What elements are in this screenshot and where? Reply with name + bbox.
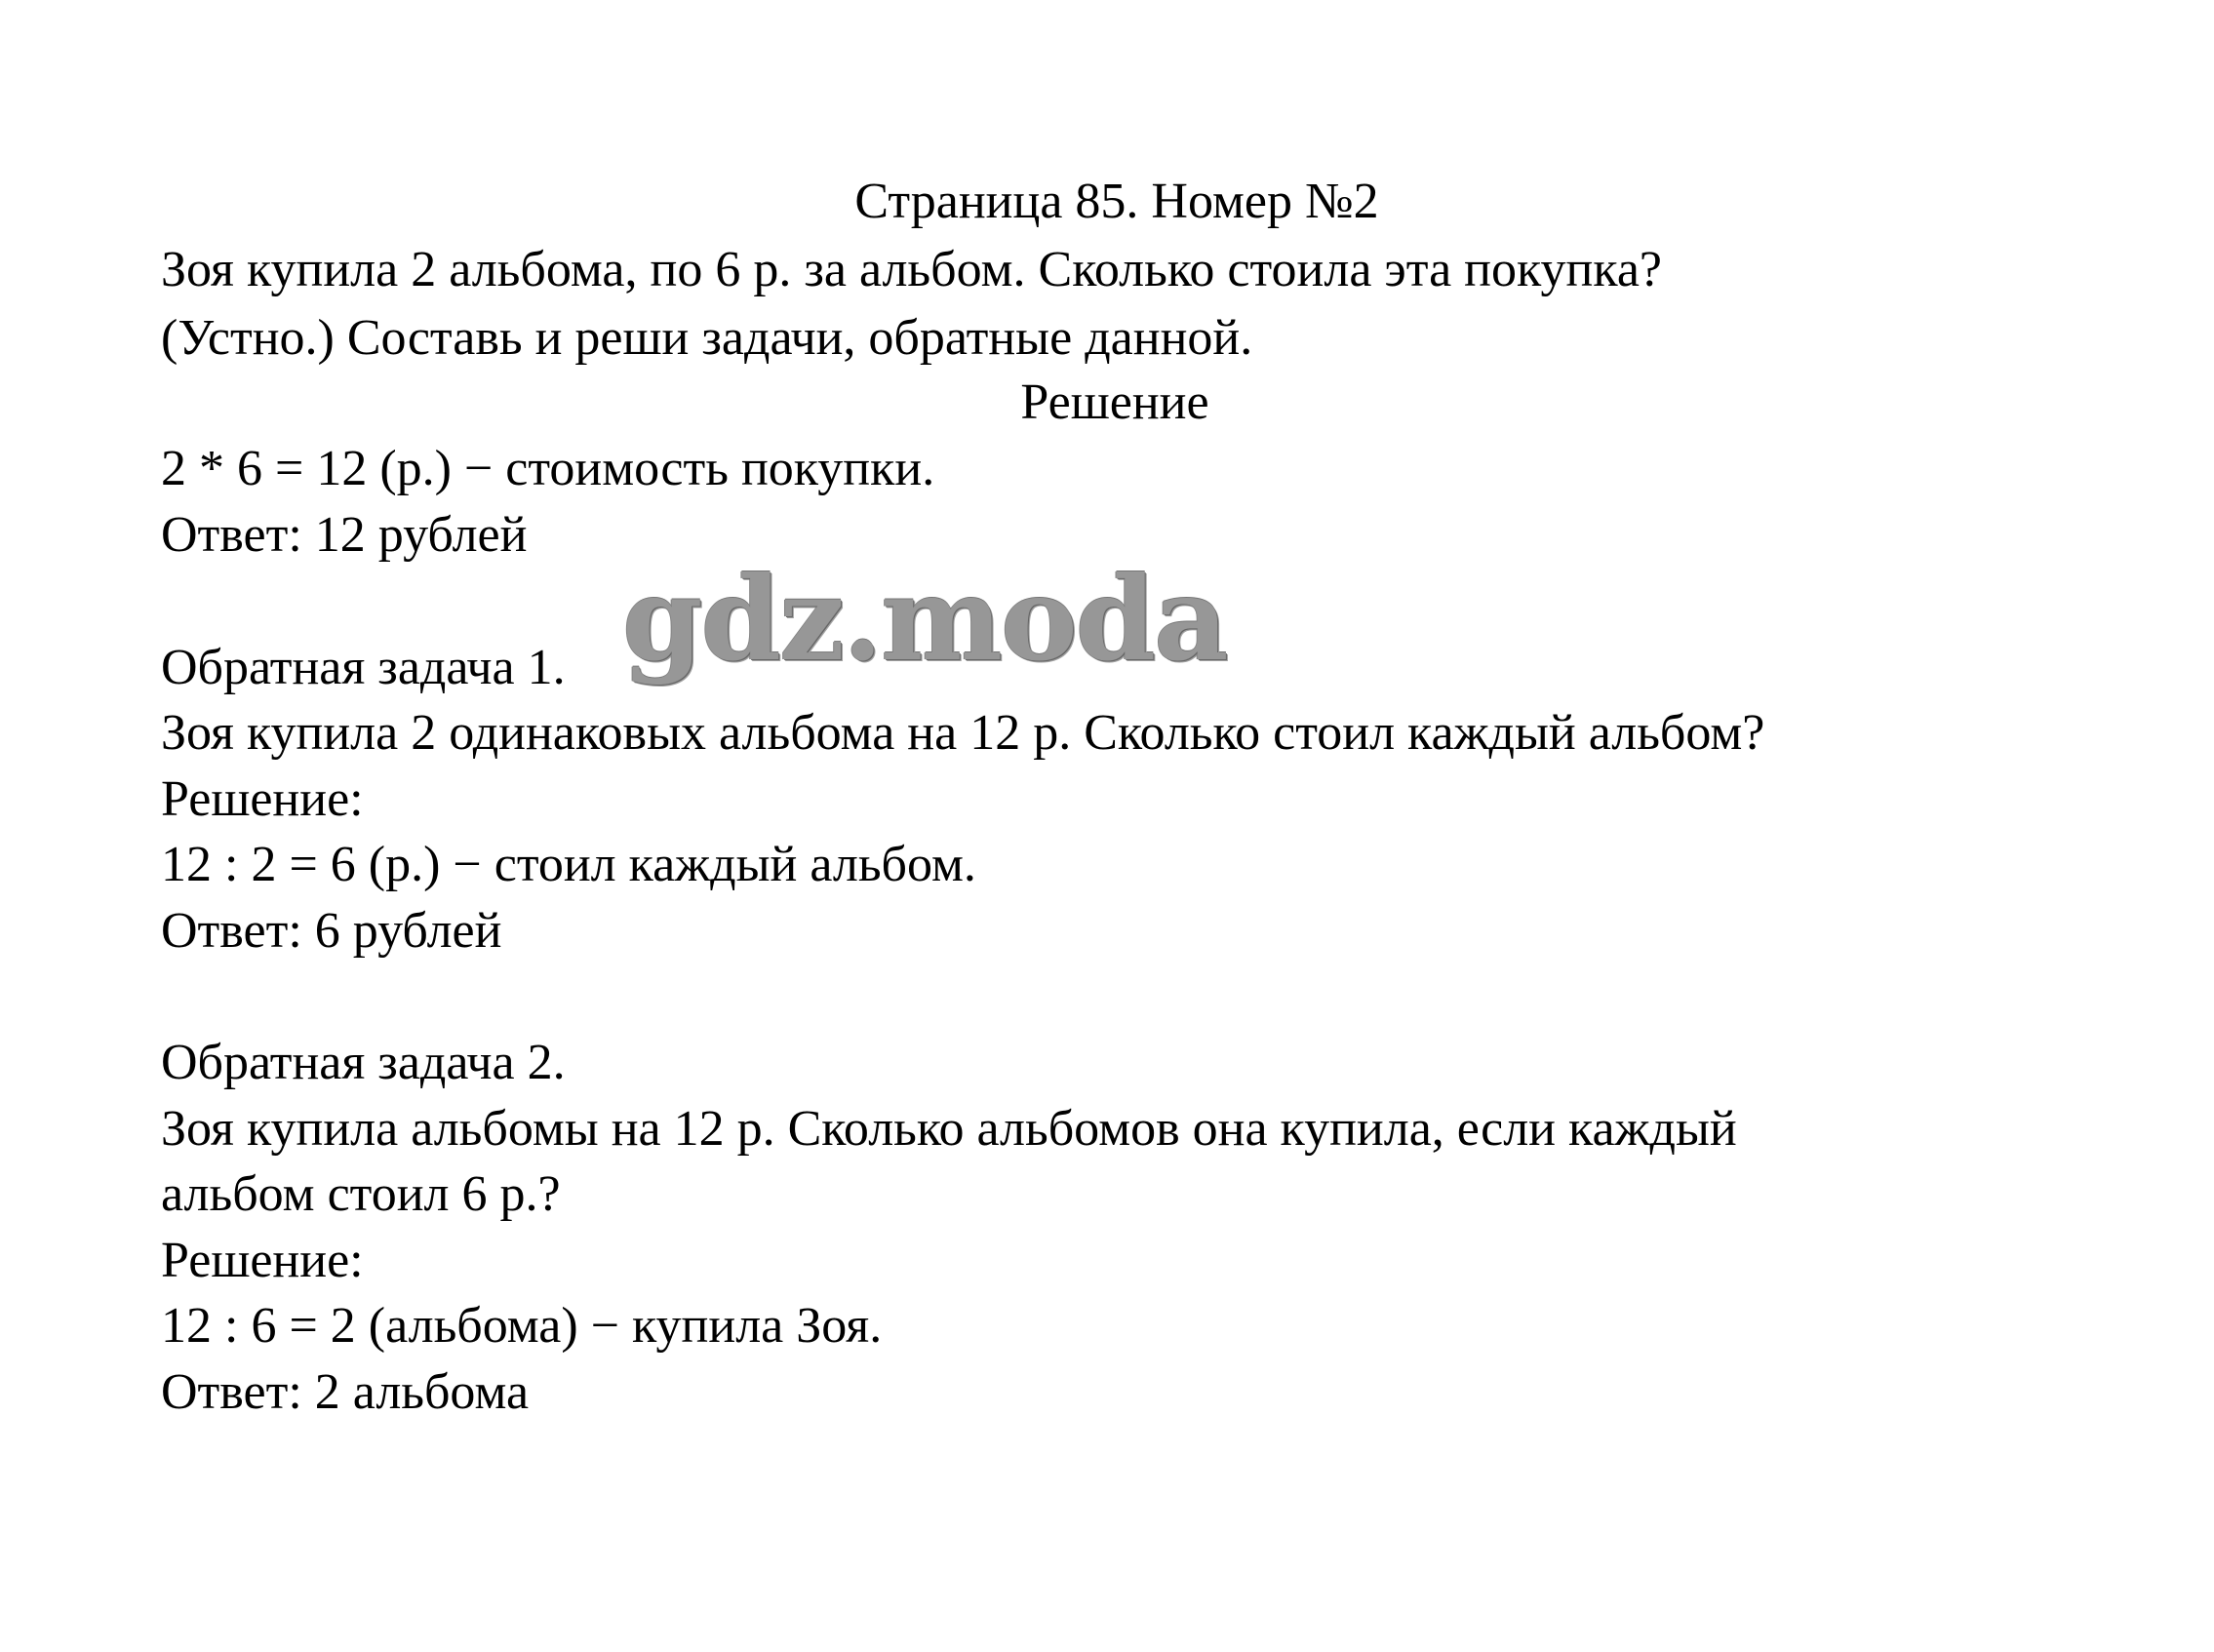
inverse-task-2-step: 12 : 6 = 2 (альбома) − купила Зоя. bbox=[161, 1298, 883, 1354]
task-text-line-1: Зоя купила 2 альбома, по 6 р. за альбом. Сколько стоила эта покупка? bbox=[161, 242, 1662, 297]
inverse-task-1-step: 12 : 2 = 6 (р.) − стоил каждый альбом. bbox=[161, 837, 976, 892]
solution-step: 2 * 6 = 12 (р.) − стоимость покупки. bbox=[161, 441, 935, 496]
inverse-task-1-answer: Ответ: 6 рублей bbox=[161, 903, 502, 959]
inverse-task-1-solution-label: Решение: bbox=[161, 771, 364, 827]
solution-heading: Решение bbox=[1020, 374, 1209, 430]
inverse-task-2-heading: Обратная задача 2. bbox=[161, 1035, 566, 1090]
inverse-task-2-answer: Ответ: 2 альбома bbox=[161, 1364, 530, 1420]
solution-answer: Ответ: 12 рублей bbox=[161, 507, 528, 563]
inverse-task-1-question: Зоя купила 2 одинаковых альбома на 12 р. Сколько стоил каждый альбом? bbox=[161, 705, 1765, 761]
watermark-logo: gdz.moda bbox=[622, 551, 1227, 687]
page-title: Страница 85. Номер №2 bbox=[854, 174, 1379, 229]
inverse-task-2-question-line-2: альбом стоил 6 р.? bbox=[161, 1166, 561, 1222]
task-text-line-2: (Устно.) Составь и реши задачи, обратные данной. bbox=[161, 310, 1253, 366]
inverse-task-2-solution-label: Решение: bbox=[161, 1233, 364, 1288]
inverse-task-1-heading: Обратная задача 1. bbox=[161, 640, 566, 695]
inverse-task-2-question-line-1: Зоя купила альбомы на 12 р. Сколько альбомов она купила, если каждый bbox=[161, 1101, 1737, 1157]
